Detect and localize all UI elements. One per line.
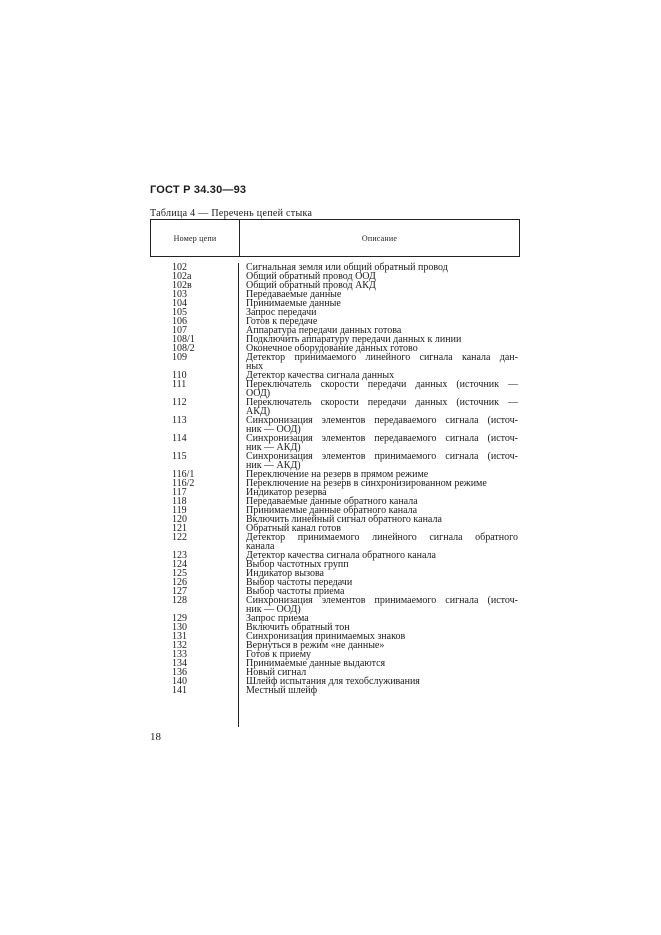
- circuit-description: [238, 452, 520, 470]
- description-line: канала: [246, 541, 275, 552]
- description-line: Выбор частоты передачи: [246, 577, 353, 588]
- description-line: Синхронизация принимаемых знаков: [246, 631, 406, 642]
- circuit-number: 122: [172, 532, 187, 543]
- description-line: Переключатель скорости передачи данных (источник —: [246, 397, 518, 408]
- description-line: Индикатор вызова: [246, 568, 324, 579]
- description-line: Общий обратный провод ООД: [246, 271, 376, 282]
- page-number: 18: [150, 731, 161, 743]
- circuit-number: 119: [172, 505, 187, 516]
- description-line: Сигнальная земля или общий обратный провод: [246, 262, 448, 273]
- description-line: Аппаратура передачи данных готова: [246, 325, 402, 336]
- table-row: [150, 380, 520, 398]
- document-header: ГОСТ Р 34.30—93: [150, 184, 247, 196]
- circuit-number: 141: [172, 685, 187, 696]
- circuit-number: 116/2: [172, 478, 195, 489]
- description-line: Детектор принимаемого линейного сигнала канала дан-: [246, 352, 518, 363]
- description-line: Синхронизация элементов принимаемого сигнала (источ-: [246, 595, 518, 606]
- circuit-number: 130: [172, 622, 187, 633]
- table-row: [150, 452, 520, 470]
- circuit-description: [238, 596, 520, 614]
- description-line: Принимаемые данные выдаются: [246, 658, 386, 669]
- circuit-number: 140: [172, 676, 187, 687]
- table-row: [150, 533, 520, 551]
- description-line: Детектор качества сигнала обратного канала: [246, 550, 436, 561]
- description-line: Переключатель скорости передачи данных (источник —: [246, 379, 518, 390]
- table-row: [150, 677, 520, 686]
- description-line: Оконечное оборудование данных готово: [246, 343, 418, 354]
- circuit-number: 109: [172, 352, 187, 363]
- circuit-number: 110: [172, 370, 187, 381]
- table-row: [150, 416, 520, 434]
- description-line: Синхронизация элементов передаваемого сигнала (источ-: [246, 415, 518, 426]
- column-header-description: Описание: [361, 233, 398, 243]
- circuit-number: 121: [172, 523, 187, 534]
- table-row: [150, 560, 520, 569]
- circuit-number: 136: [172, 667, 187, 678]
- description-line: ник — АКД): [246, 460, 301, 471]
- circuit-number: 134: [172, 658, 187, 669]
- circuit-number: 113: [172, 415, 187, 426]
- table-body: [150, 263, 520, 695]
- description-line: Синхронизация элементов передаваемого сигнала (источ-: [246, 433, 518, 444]
- description-line: Шлейф испытания для техобслуживания: [246, 676, 420, 687]
- description-line: Передаваемые данные обратного канала: [246, 496, 418, 507]
- circuit-number: 126: [172, 577, 187, 588]
- circuit-number: 127: [172, 586, 187, 597]
- description-line: Выбор частотных групп: [246, 559, 349, 570]
- circuit-description: [238, 353, 520, 371]
- circuit-number: 107: [172, 325, 187, 336]
- description-line: Вернуться в режим «не данные»: [246, 640, 385, 651]
- circuit-number: 102в: [172, 280, 192, 291]
- table-row: [150, 308, 520, 317]
- circuit-description: [238, 416, 520, 434]
- description-line: Переключение на резерв в синхронизированном режиме: [246, 478, 487, 489]
- description-line: Синхронизация элементов принимаемого сигнала (источ-: [246, 451, 518, 462]
- circuit-number: 103: [172, 289, 187, 300]
- circuit-description: [238, 434, 520, 452]
- circuit-number: 131: [172, 631, 187, 642]
- description-line: Запрос передачи: [246, 307, 317, 318]
- description-line: ник — ООД): [246, 604, 301, 615]
- circuit-number: 102: [172, 262, 187, 273]
- description-line: Запрос приема: [246, 613, 309, 624]
- description-line: Местный шлейф: [246, 685, 318, 696]
- circuit-number: 123: [172, 550, 187, 561]
- table-header: [150, 219, 520, 257]
- circuit-number: 108/2: [172, 343, 195, 354]
- circuit-number: 117: [172, 487, 187, 498]
- description-line: Обратный канал готов: [246, 523, 341, 534]
- table-row: [150, 596, 520, 614]
- circuit-number: 133: [172, 649, 187, 660]
- description-line: ник — ООД): [246, 424, 301, 435]
- description-line: Готов к передаче: [246, 316, 318, 327]
- circuit-number: 104: [172, 298, 187, 309]
- description-line: ник — АКД): [246, 442, 301, 453]
- description-line: Детектор качества сигнала данных: [246, 370, 395, 381]
- description-line: Переключение на резерв в прямом режиме: [246, 469, 429, 480]
- description-line: Готов к приему: [246, 649, 312, 660]
- table-row: [150, 686, 520, 695]
- table-row: [150, 641, 520, 650]
- table-row: [150, 398, 520, 416]
- circuit-number: 112: [172, 397, 187, 408]
- column-header-number: Номер цепи: [151, 220, 240, 256]
- circuit-number: 114: [172, 433, 187, 444]
- circuit-number: 102а: [172, 271, 192, 282]
- circuit-number: 105: [172, 307, 187, 318]
- description-line: Подключить аппаратуру передачи данных к линии: [246, 334, 462, 345]
- description-line: Принимаемые данные: [246, 298, 341, 309]
- circuit-number: 106: [172, 316, 187, 327]
- description-line: Включить обратный тон: [246, 622, 350, 633]
- description-line: Принимаемые данные обратного канала: [246, 505, 418, 516]
- table-row: [150, 434, 520, 452]
- description-line: Передаваемые данные: [246, 289, 342, 300]
- circuit-description: [238, 686, 520, 695]
- description-line: Новый сигнал: [246, 667, 307, 678]
- circuit-number: 128: [172, 595, 187, 606]
- table-row: [150, 353, 520, 371]
- circuits-table: [150, 219, 520, 695]
- table-caption: Таблица 4 — Перечень цепей стыка: [150, 208, 313, 219]
- description-line: Выбор частоты приема: [246, 586, 345, 597]
- table-row: [150, 479, 520, 488]
- circuit-number: 125: [172, 568, 187, 579]
- circuit-number: 111: [172, 379, 187, 390]
- circuit-number: 118: [172, 496, 187, 507]
- description-line: Детектор принимаемого линейного сигнала обратного: [246, 532, 518, 543]
- table-row: [150, 659, 520, 668]
- circuit-description: [238, 533, 520, 551]
- circuit-number: 124: [172, 559, 187, 570]
- description-line: АКД): [246, 406, 271, 417]
- circuit-number: 129: [172, 613, 187, 624]
- description-line: Включить линейный сигнал обратного канала: [246, 514, 442, 525]
- table-row: [150, 299, 520, 308]
- description-line: ных: [246, 361, 264, 372]
- circuit-number: 108/1: [172, 334, 195, 345]
- circuit-description: [238, 380, 520, 398]
- description-line: ООД): [246, 388, 271, 399]
- circuit-number: 132: [172, 640, 187, 651]
- description-line: Общий обратный провод АКД: [246, 280, 376, 291]
- description-line: Индикатор резерва: [246, 487, 327, 498]
- circuit-description: [238, 398, 520, 416]
- circuit-number: 120: [172, 514, 187, 525]
- circuit-number: 115: [172, 451, 187, 462]
- circuit-number: 116/1: [172, 469, 195, 480]
